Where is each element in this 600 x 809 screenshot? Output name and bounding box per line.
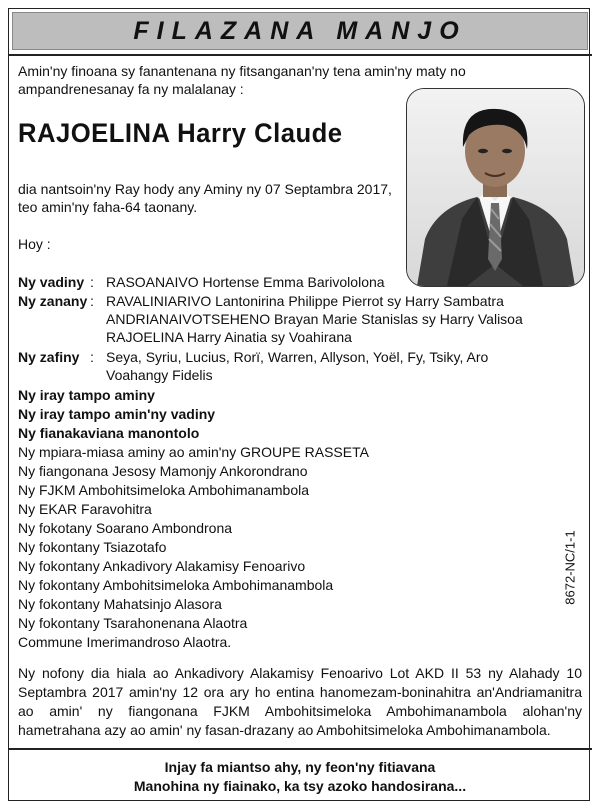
- vadiny-colon: :: [90, 274, 94, 290]
- funeral-paragraph: Ny nofony dia hiala ao Ankadivory Alakamisy Fenoarivo Lot AKD II 53 ny Alahady 10 Septambra 2017 amin'ny 12 ora ary ho entina hanomezam-boninahitra an'Andriamanitra ao amin' ny fiangonana FJKM Ambohitsimeloka Ambohimanambola alohan'ny hametrahana azy ao amin' ny fasan-drazany ao Ambohitsimeloka Ambohimanambola.: [18, 665, 582, 738]
- death-notice-line-2: teo amin'ny faha-64 taonany.: [18, 199, 198, 215]
- zafiny-label: Ny zafiny: [18, 349, 80, 365]
- closing-line-1: Injay fa miantso ahy, ny feon'ny fitiavana: [164, 759, 436, 775]
- portrait-photo-icon: [407, 89, 584, 286]
- relatives-line-bold: Ny iray tampo amin'ny vadiny: [18, 406, 216, 422]
- relatives-line: Ny fokontany Tsiazotafo: [18, 539, 167, 555]
- header-divider: [8, 54, 592, 56]
- zanany-line: RAJOELINA Harry Ainatia sy Voahirana: [106, 329, 352, 345]
- deceased-name: RAJOELINA Harry Claude: [18, 118, 343, 148]
- relatives-line-bold: Ny iray tampo aminy: [18, 387, 155, 403]
- notice-title: FILAZANA MANJO: [133, 16, 467, 45]
- vadiny-label: Ny vadiny: [18, 274, 85, 290]
- relatives-line: Ny fokontany Ankadivory Alakamisy Fenoarivo: [18, 558, 306, 574]
- zafiny-colon: :: [90, 349, 94, 365]
- relatives-line: Ny EKAR Faravohitra: [18, 501, 152, 517]
- deceased-photo: [406, 88, 585, 287]
- relatives-line-bold: Ny fianakaviana manontolo: [18, 425, 200, 441]
- zafiny-line: Voahangy Fidelis: [106, 367, 213, 383]
- relatives-line: Ny fokontany Ambohitsimeloka Ambohimanambola: [18, 577, 334, 593]
- relatives-line: Ny fokontany Tsarahonenana Alaotra: [18, 615, 248, 631]
- relatives-line: Ny FJKM Ambohitsimeloka Ambohimanambola: [18, 482, 310, 498]
- death-notice-line-1: dia nantsoin'ny Ray hody any Aminy ny 07 Septambra 2017,: [18, 181, 392, 197]
- closing-line-2: Manohina ny fiainako, ka tsy azoko handosirana...: [133, 778, 467, 794]
- zanany-label: Ny zanany: [18, 293, 88, 309]
- zanany-colon: :: [90, 293, 94, 309]
- hoy-label: Hoy :: [18, 236, 51, 252]
- relatives-line: Ny fokotany Soarano Ambondrona: [18, 520, 233, 536]
- zafiny-line: Seya, Syriu, Lucius, Rorï, Warren, Allyson, Yoël, Fy, Tsiky, Aro: [106, 349, 489, 365]
- vadiny-line: RASOANAIVO Hortense Emma Barivololona: [106, 274, 385, 290]
- relatives-line: Ny fiangonana Jesosy Mamonjy Ankorondrano: [18, 463, 308, 479]
- relatives-line: Ny fokontany Mahatsinjo Alasora: [18, 596, 222, 612]
- notice-header: [12, 12, 588, 50]
- closing-divider: [8, 748, 592, 750]
- side-reference: 8672-NC/1-1: [562, 530, 578, 605]
- zanany-line: ANDRIANAIVOTSEHENO Brayan Marie Stanislas sy Harry Valisoa: [106, 311, 523, 327]
- relatives-line: Ny mpiara-miasa aminy ao amin'ny GROUPE RASSETA: [18, 444, 369, 460]
- intro-text: Amin'ny finoana sy fanantenana ny fitsanganan'ny tena amin'ny maty no ampandrenesanay fa ny malalanay :: [18, 63, 466, 97]
- zanany-line: RAVALINIARIVO Lantonirina Philippe Pierrot sy Harry Sambatra: [106, 293, 504, 309]
- relatives-line: Commune Imerimandroso Alaotra.: [18, 634, 232, 650]
